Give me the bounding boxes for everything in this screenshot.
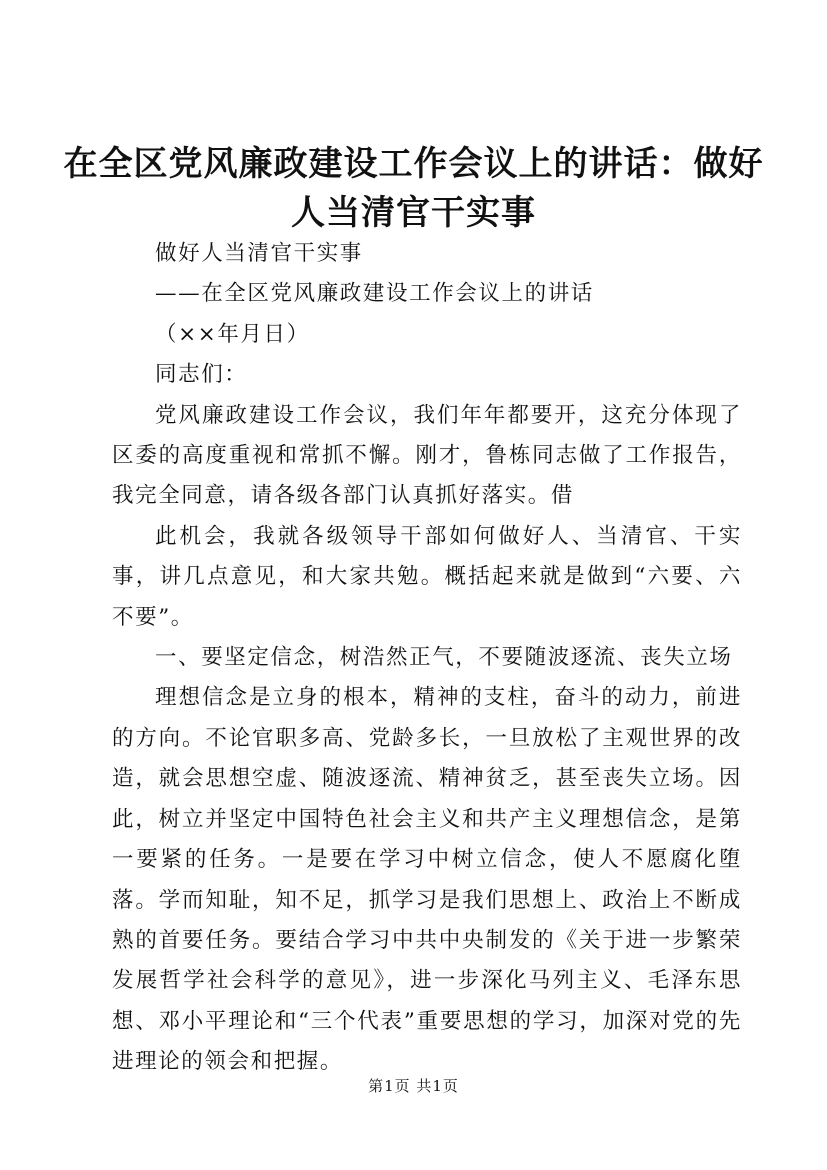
section-heading: 一、要坚定信念，树浩然正气，不要随波逐流、丧失立场 bbox=[155, 645, 733, 671]
page-footer: 第1页 共1页 bbox=[368, 1077, 459, 1095]
speech-subtitle: 做好人当清官干实事 bbox=[155, 241, 363, 266]
document-body bbox=[112, 234, 742, 1083]
document-title: 在全区党风廉政建设工作会议上的讲话：做好人当清官干实事 bbox=[63, 144, 764, 233]
speech-date: （××年月日） bbox=[155, 321, 310, 347]
paragraph: 党风廉政建设工作会议，我们年年都要开，这充分体现了区委的高度重视和常抓不懈。刚才，鲁栋同志做了工作报告，我完全同意，请各级各部门认真抓好落实。借 bbox=[112, 402, 742, 509]
paragraph: 理想信念是立身的根本，精神的支柱，奋斗的动力，前进的方向。不论官职多高、党龄多长，一旦放松了主观世界的改造，就会思想空虚、随波逐流、精神贫乏，甚至丧失立场。因此，树立并坚定中国特色社会主义和共产主义理想信念，是第一要紧的任务。一是要在学习中树立信念，使人不愿腐化堕落。学而知耻，知不足，抓学习是我们思想上、政治上不断成熟的首要任务。要结合学习中共中央制发的《关于进一步繁荣发展哲学社会科学的意见》，进一步深化马列主义、毛泽东思想、邓小平理论和“三个代表”重要思想的学习，加深对党的先进理论的领会和把握。 bbox=[112, 685, 742, 1075]
salutation: 同志们： bbox=[155, 362, 248, 388]
speech-occasion: ——在全区党风廉政建设工作会议上的讲话 bbox=[155, 281, 594, 307]
paragraph: 此机会，我就各级领导干部如何做好人、当清官、干实事，讲几点意见，和大家共勉。概括起来就是做到“六要、六不要”。 bbox=[112, 523, 742, 630]
